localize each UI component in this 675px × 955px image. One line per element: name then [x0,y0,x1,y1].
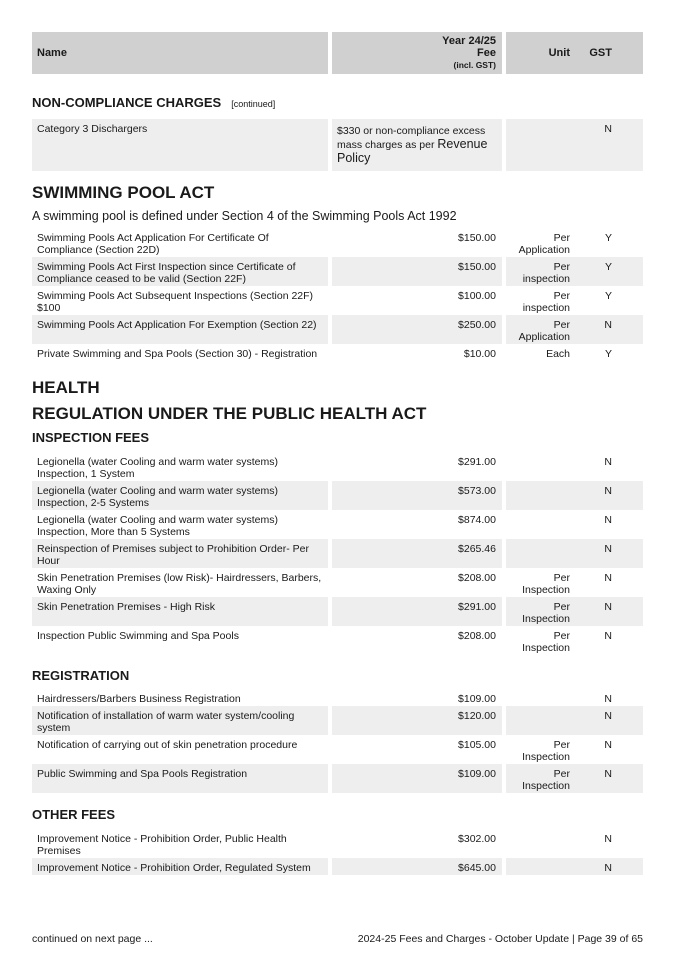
row-unit [506,485,570,510]
row-unit [506,710,570,735]
row-gst: N [604,319,612,331]
row-gst: Y [604,290,612,302]
row-gst: N [604,768,612,780]
section-title: NON-COMPLIANCE CHARGES [32,95,222,110]
row-gst: N [604,693,612,705]
row-gst: Y [604,232,612,244]
row-fee: $100.00 [458,290,496,302]
header-fee-label: Fee [477,47,496,59]
row-unit-gst [506,452,643,481]
row-unit-gst [506,689,643,706]
section-heading [32,95,643,110]
row-unit: Per Inspection [522,601,570,625]
row-gst: N [604,485,612,497]
row-fee: $291.00 [332,597,502,626]
header-fee-year: Year 24/25 [442,35,496,47]
table-row [32,257,643,286]
row-gst: N [604,123,612,135]
row-unit: Each [546,348,570,360]
row-name: Notification of carrying out of skin penetration procedure [37,739,298,751]
row-name: Swimming Pools Act First Inspection since Certificate of Compliance ceased to be valid (Section 22F) [32,257,328,286]
row-name: Reinspection of Premises subject to Prohibition Order- Per Hour [32,539,328,568]
footer-continued: continued on next page ... [32,933,153,945]
row-name: Notification of installation of warm water system/cooling system [32,706,328,735]
row-name: Swimming Pools Act Application For Certificate Of Compliance (Section 22D) [37,232,269,256]
row-fee: $291.00 [458,456,496,468]
row-fee: $150.00 [332,257,502,286]
swimming-pool-section [32,183,643,364]
row-unit: Per Application [518,232,570,256]
row-name: Legionella (water Cooling and warm water systems) Inspection, 2-5 Systems [32,481,328,510]
footer-page-info: 2024-25 Fees and Charges - October Update | Page 39 of 65 [357,933,643,945]
row-unit-gst [506,829,643,858]
row-gst: N [604,514,612,526]
table-row [32,228,643,257]
fee-policy-text: Revenue Policy [337,137,488,165]
row-gst: Y [604,261,612,273]
row-gst: N [604,630,612,642]
header-unit: Unit [548,47,570,59]
table-row [32,286,643,315]
row-unit: Per inspection [522,290,570,314]
inspection-fees-section [32,430,643,655]
row-gst: N [604,572,612,584]
table-row [32,597,643,626]
row-gst: N [604,710,612,722]
row-unit [506,514,570,539]
row-fee: $120.00 [332,706,502,735]
row-unit-gst [506,706,643,735]
table-row [32,829,643,858]
row-fee [332,119,502,171]
fee-text: $330 or non-compliance excess mass charges as per [337,125,486,151]
row-name: Swimming Pools Act Subsequent Inspections (Section 22F) $100 [37,290,314,314]
row-unit-gst [506,510,643,539]
row-unit-gst [506,626,643,655]
table-row [32,315,643,344]
row-fee: $250.00 [332,315,502,344]
header-name: Name [32,32,328,74]
row-unit [506,123,570,171]
row-unit: Per Application [518,319,570,343]
row-fee: $10.00 [463,348,496,360]
header-gst: GST [589,47,612,59]
table-row [32,452,643,481]
row-unit-gst [506,481,643,510]
row-gst: N [604,739,612,751]
table-header [32,32,643,74]
registration-section [32,668,643,793]
row-unit-gst [506,344,643,364]
row-unit-gst [506,764,643,793]
page-footer [32,933,643,945]
row-unit: Per Inspection [522,739,570,763]
row-name: Public Swimming and Spa Pools Registration [32,764,328,793]
table-row [32,735,643,764]
continued-label: [continued] [231,99,276,109]
row-unit [506,833,570,858]
section-title: OTHER FEES [32,807,116,822]
row-fee: $302.00 [458,833,496,845]
row-name: Skin Penetration Premises (low Risk)- Hairdressers, Barbers, Waxing Only [37,572,322,596]
row-unit-gst [506,539,643,568]
table-row [32,539,643,568]
row-gst: N [604,601,612,613]
row-gst: N [604,543,612,555]
row-unit-gst [506,735,643,764]
row-unit: Per Inspection [522,572,570,596]
table-row [32,764,643,793]
section-title: REGISTRATION [32,668,130,683]
table-row [32,626,643,655]
table-row [32,510,643,539]
header-fee [332,32,502,74]
section-title: SWIMMING POOL ACT [32,183,215,202]
row-unit-gst [506,858,643,875]
section-intro: A swimming pool is defined under Section 4 of the Swimming Pools Act 1992 [32,209,457,223]
row-name: Hairdressers/Barbers Business Registration [37,693,241,705]
row-fee: $573.00 [332,481,502,510]
row-fee: $105.00 [458,739,496,751]
row-unit: Per inspection [522,261,570,285]
non-compliance-section [32,95,643,171]
row-gst: N [604,456,612,468]
row-unit [506,693,570,706]
row-name: Inspection Public Swimming and Spa Pools [37,630,239,642]
row-name: Category 3 Dischargers [32,119,328,171]
header-unit-gst [506,32,643,74]
row-name: Improvement Notice - Prohibition Order, Public Health Premises [37,833,287,857]
row-name: Skin Penetration Premises - High Risk [32,597,328,626]
section-title: HEALTH [32,378,100,397]
row-unit-gst [506,286,643,315]
row-unit-gst [506,597,643,626]
row-unit-gst [506,228,643,257]
row-name: Swimming Pools Act Application For Exemption (Section 22) [32,315,328,344]
row-unit-gst [506,568,643,597]
row-unit: Per Inspection [522,768,570,792]
row-unit [506,456,570,481]
row-unit [506,862,570,875]
table-row [32,568,643,597]
row-unit: Per Inspection [522,630,570,654]
row-name: Legionella (water Cooling and warm water systems) Inspection, 1 System [37,456,279,480]
row-fee: $874.00 [458,514,496,526]
row-unit-gst [506,119,643,171]
row-fee: $208.00 [458,572,496,584]
row-fee: $265.46 [332,539,502,568]
row-fee: $150.00 [458,232,496,244]
row-fee: $109.00 [332,764,502,793]
row-gst: N [604,862,612,874]
table-row [32,481,643,510]
table-row [32,344,643,364]
row-unit-gst [506,257,643,286]
row-fee: $208.00 [458,630,496,642]
health-section [32,378,643,424]
row-gst: N [604,833,612,845]
row-name: Private Swimming and Spa Pools (Section 30) - Registration [37,348,318,360]
row-name: Legionella (water Cooling and warm water systems) Inspection, More than 5 Systems [37,514,279,538]
section-title: INSPECTION FEES [32,430,150,445]
other-fees-section [32,807,643,875]
table-row [32,119,643,171]
section-subtitle: REGULATION UNDER THE PUBLIC HEALTH ACT [32,404,427,423]
row-gst: Y [604,348,612,360]
table-row [32,706,643,735]
row-fee: $109.00 [458,693,496,705]
table-row [32,858,643,875]
row-unit [506,543,570,568]
header-fee-incl-gst: (incl. GST) [453,60,496,70]
table-row [32,689,643,706]
row-fee: $645.00 [332,858,502,875]
row-name: Improvement Notice - Prohibition Order, Regulated System [32,858,328,875]
row-unit-gst [506,315,643,344]
